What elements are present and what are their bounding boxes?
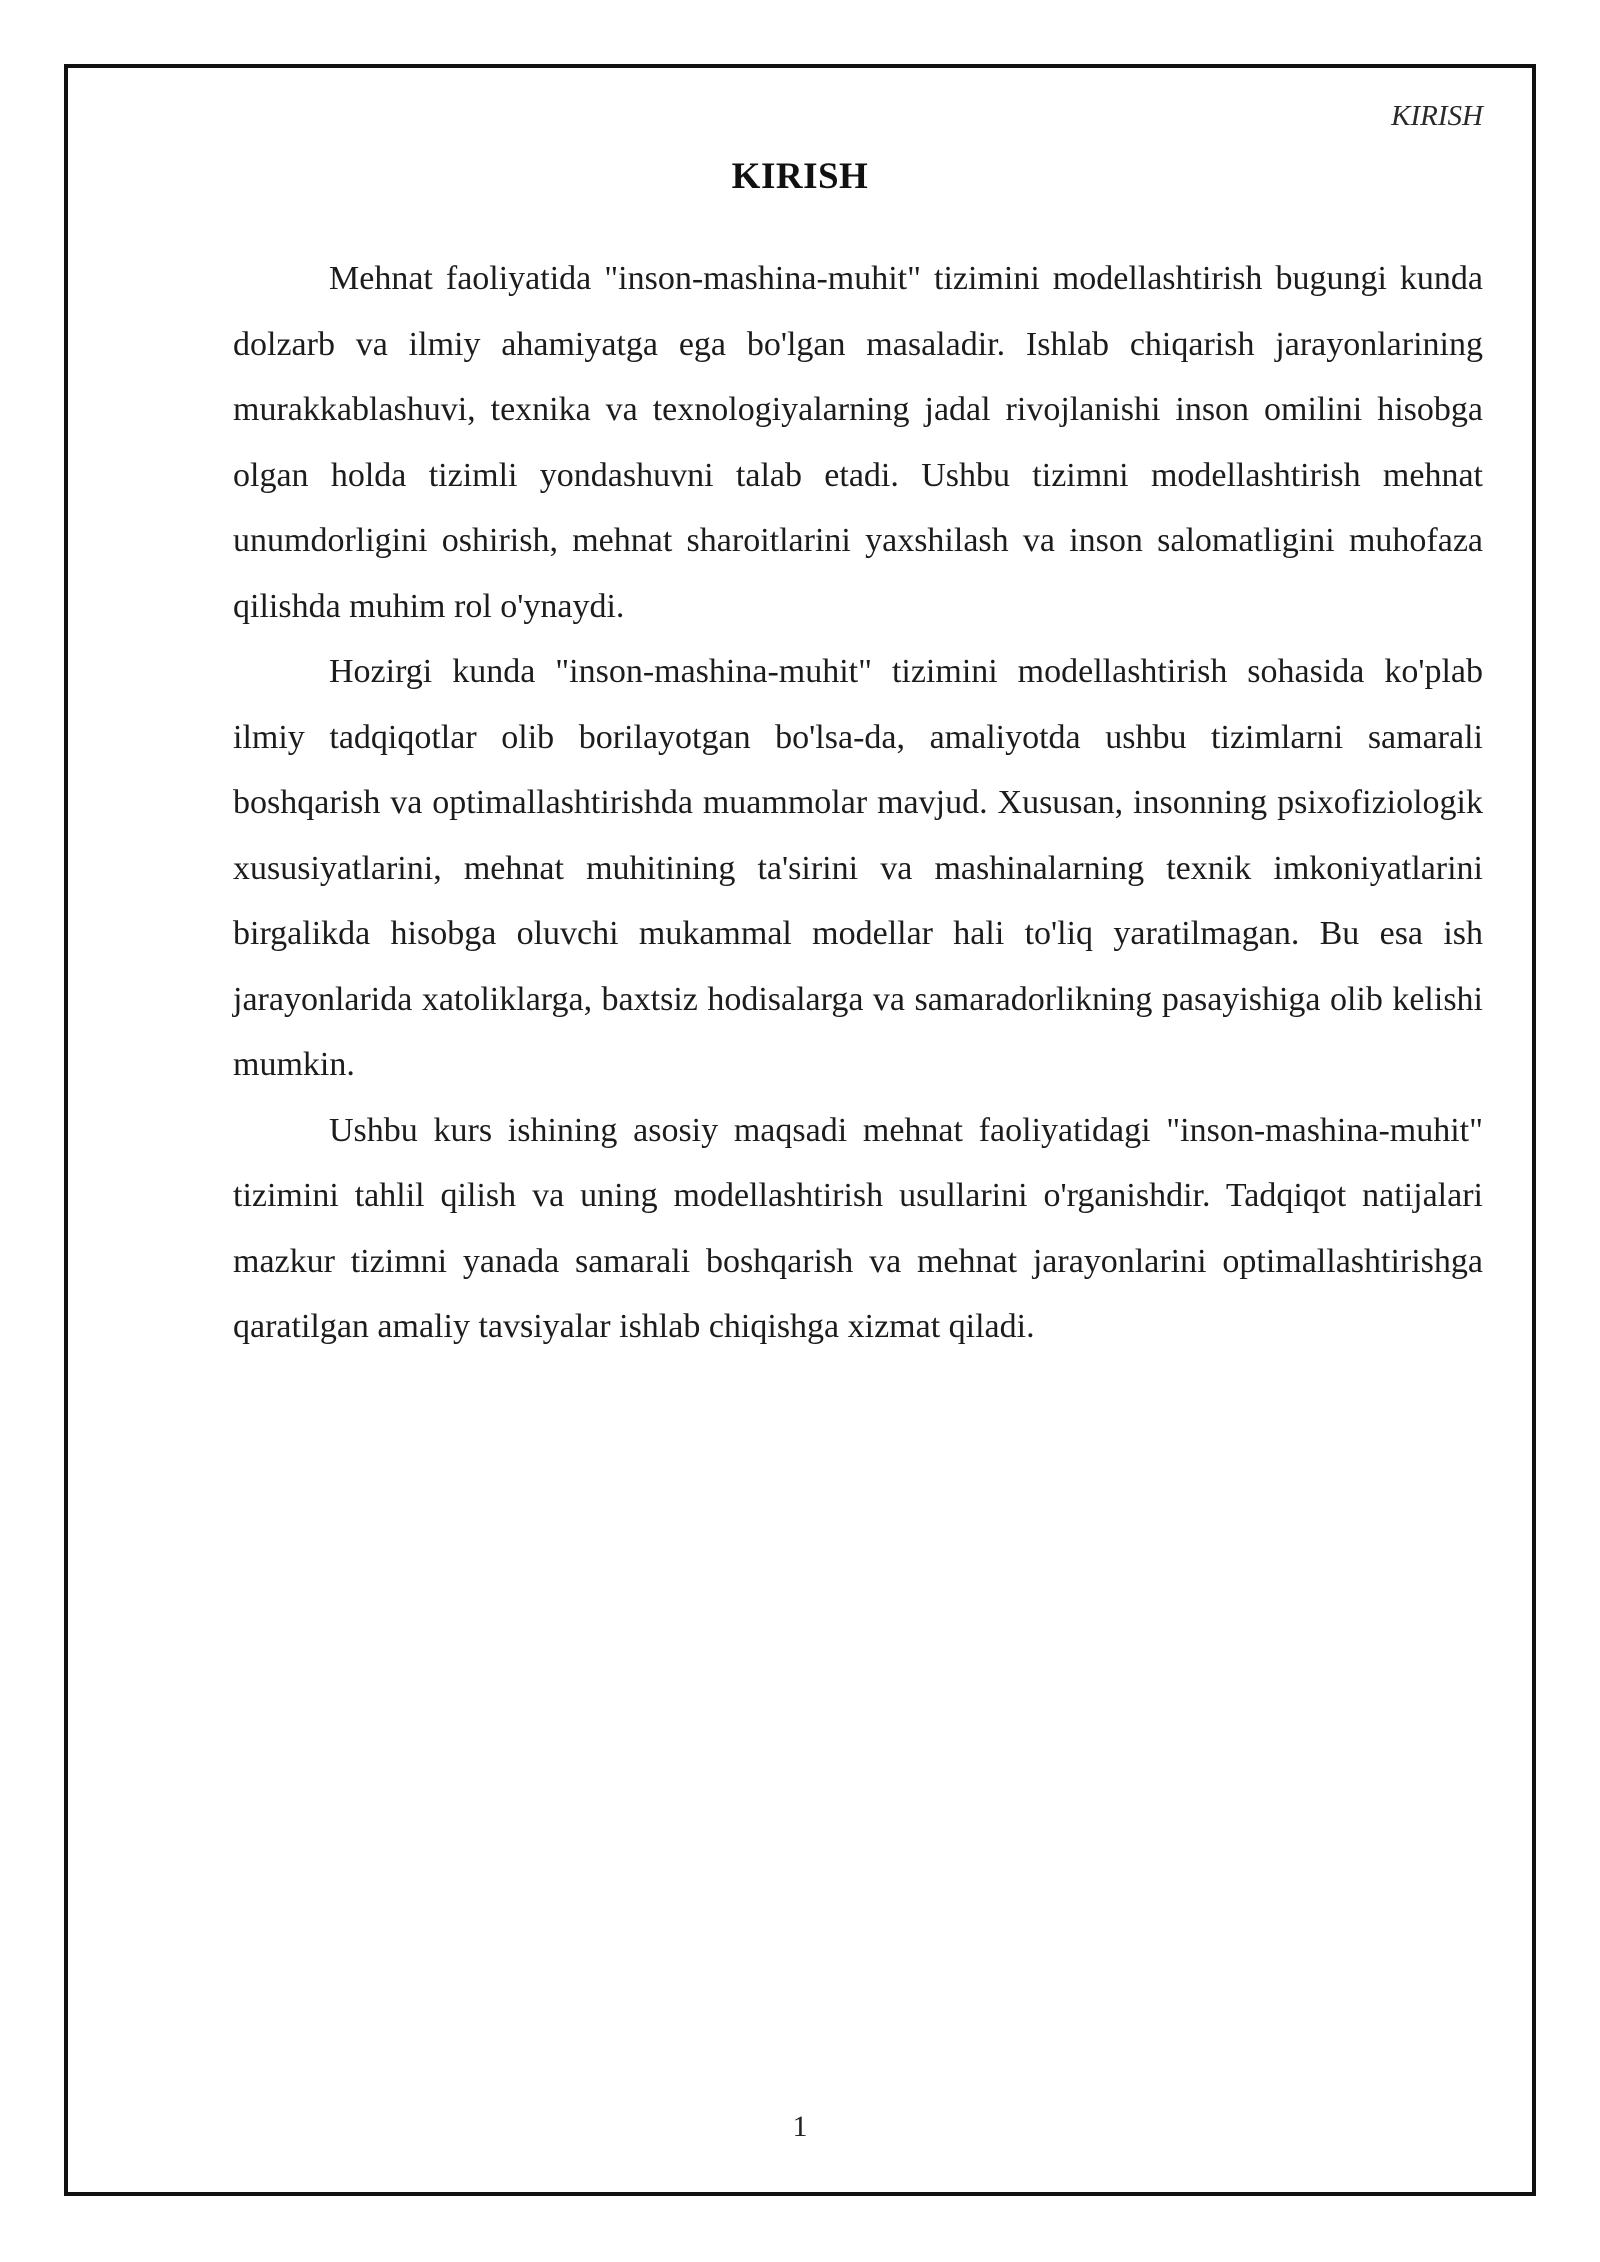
body-text — [233, 246, 1483, 1360]
paragraph: Ushbu kurs ishining asosiy maqsadi mehnat faoliyatidagi "inson-mashina-muhit" tizimini tahlil qilish va uning modellashtirish usullarini o'rganishdir. Tadqiqot natijalari mazkur tizimni yanada samarali boshqarish va mehnat jarayonlarini optimallashtirishga qaratilgan amaliy tavsiyalar ishlab chiqishga xizmat qiladi. — [233, 1111, 1483, 1345]
page-title: KIRISH — [731, 156, 869, 197]
page-number: 1 — [792, 2110, 808, 2143]
paragraph: Hozirgi kunda "inson-mashina-muhit" tizimini modellashtirish sohasida ko'plab ilmiy tadqiqotlar olib borilayotgan bo'lsa-da, amaliyotda ushbu tizimlarni samarali boshqarish va optimallashtirishda muammolar mavjud. Xususan, insonning psixofiziologik xususiyatlarini, mehnat muhitining ta'sirini va mashinalarning texnik imkoniyatlarini birgalikda hisobga oluvchi mukammal modellar hali to'liq yaratilmagan. Bu esa ish jarayonlarida xatoliklarga, baxtsiz hodisalarga va samaradorlikning pasayishiga olib kelishi mumkin. — [233, 653, 1483, 1083]
paragraph: Mehnat faoliyatida "inson-mashina-muhit" tizimini modellashtirish bugungi kunda dolzarb va ilmiy ahamiyatga ega bo'lgan masaladir. Ishlab chiqarish jarayonlarining murakkablashuvi, texnika va texnologiyalarning jadal rivojlanishi inson omilini hisobga olgan holda tizimli yondashuvni talab etadi. Ushbu tizimni modellashtirish mehnat unumdorligini oshirish, mehnat sharoitlarini yaxshilash va inson salomatligini muhofaza qilishda muhim rol o'ynaydi. — [233, 260, 1483, 625]
running-header: KIRISH — [1391, 100, 1483, 132]
page-border — [64, 64, 1536, 2196]
